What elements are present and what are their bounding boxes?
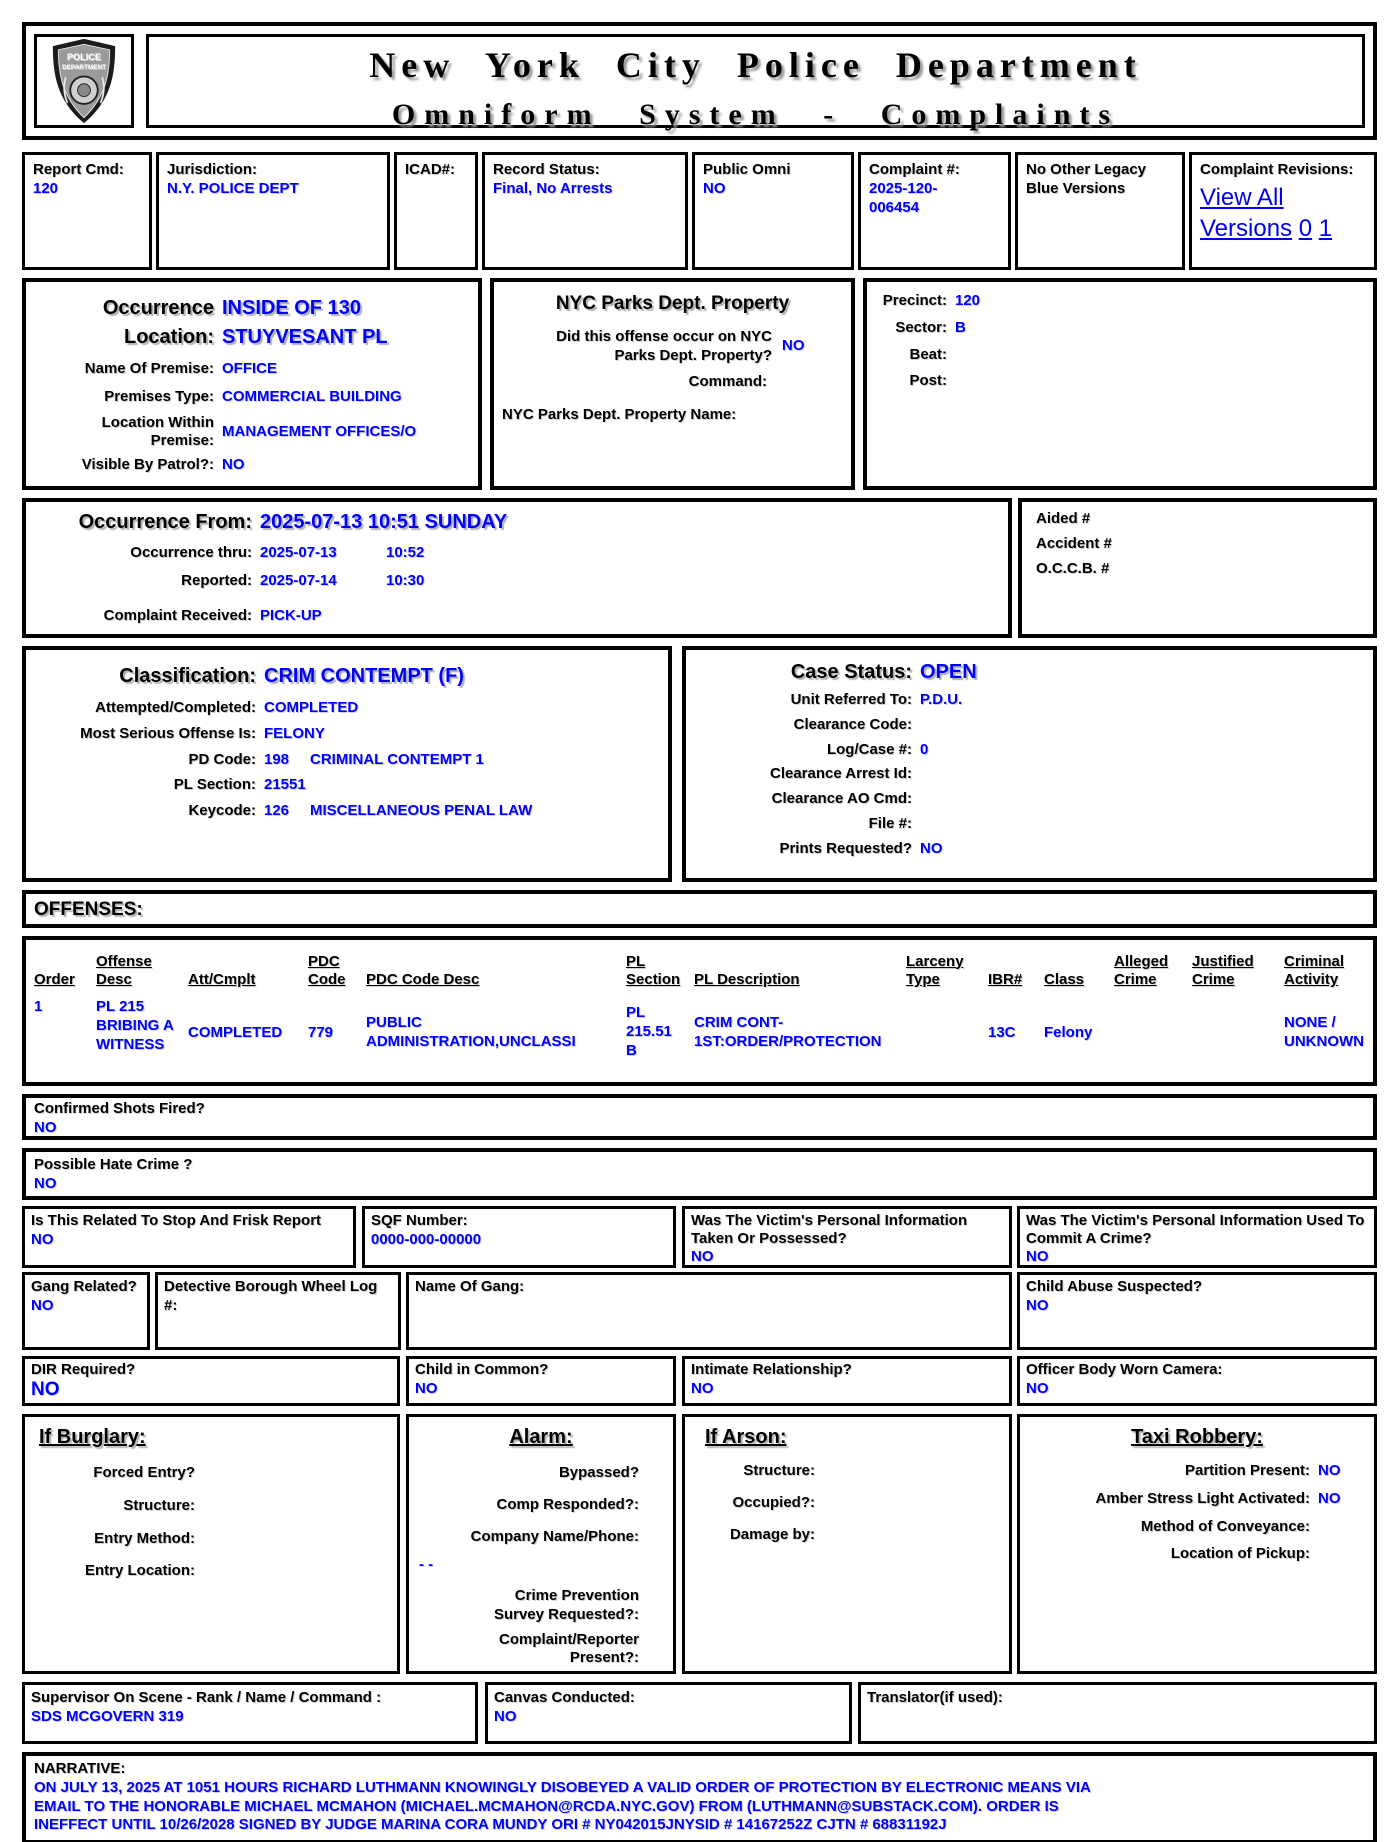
premises-type-label: Premises Type:: [104, 387, 214, 405]
child-abuse-value: NO: [1026, 1296, 1049, 1314]
keycode-desc: MISCELLANEOUS PENAL LAW: [310, 802, 533, 819]
if-burglary-heading: If Burglary:: [39, 1426, 146, 1448]
offenses-table: [22, 936, 1377, 1086]
child-in-common-box: [406, 1356, 676, 1406]
offenses-heading: OFFENSES:: [34, 899, 143, 920]
case-status-box: [682, 646, 1377, 882]
crime-prevention-label: Crime Prevention Survey Requested?:: [493, 1587, 639, 1623]
occurrence-thru-date: 2025-07-13: [260, 544, 337, 561]
canvas-conducted-label: Canvas Conducted:: [494, 1689, 635, 1706]
case-status-value: OPEN: [920, 661, 977, 683]
intimate-relationship-label: Intimate Relationship?: [691, 1361, 852, 1378]
parks-question-label: Did this offense occur on NYC Parks Dept. Property?: [556, 327, 772, 364]
complaint-revisions-label: Complaint Revisions:: [1200, 161, 1354, 178]
col-ibr: IBR# 13C: [988, 944, 1032, 1078]
info-used-box: [1017, 1206, 1377, 1268]
hate-crime-label: Possible Hate Crime ?: [34, 1156, 193, 1173]
info-taken-label: Was The Victim's Personal Information Taken Or Possessed?: [691, 1212, 968, 1247]
forced-entry-label: Forced Entry?: [93, 1464, 195, 1481]
icad-label: ICAD#:: [405, 161, 456, 178]
stop-frisk-box: [22, 1206, 356, 1268]
child-abuse-box: [1017, 1272, 1377, 1350]
intimate-relationship-box: [682, 1356, 1012, 1406]
field-record-status: [482, 152, 688, 270]
body-worn-camera-label: Officer Body Worn Camera:: [1026, 1361, 1223, 1378]
narrative-label: NARRATIVE:: [34, 1760, 126, 1777]
occurrence-location-value1: INSIDE OF 130: [222, 297, 361, 319]
sector-label: Sector:: [895, 318, 947, 336]
offense-pl-description: CRIM CONT-1ST:ORDER/PROTECTION: [694, 1014, 882, 1050]
classification-value: CRIM CONTEMPT (F): [264, 665, 464, 687]
company-phone-value: - -: [419, 1556, 434, 1574]
pl-section-label: PL Section:: [173, 776, 256, 794]
report-cmd-label: Report Cmd:: [33, 161, 124, 178]
logo-text-police: POLICE: [66, 51, 102, 62]
amber-light-value: NO: [1318, 1489, 1341, 1507]
post-label: Post:: [909, 372, 947, 390]
jurisdiction-value: N.Y. POLICE DEPT: [167, 179, 299, 197]
taxi-robbery-box: [1017, 1414, 1377, 1674]
prints-requested-value: NO: [920, 839, 943, 857]
occurrence-dates-box: [22, 498, 1012, 638]
parks-property-name-label: NYC Parks Dept. Property Name:: [502, 406, 737, 423]
location-within-premise-value: MANAGEMENT OFFICES/O: [222, 422, 417, 440]
offense-att-cmplt: COMPLETED: [188, 1024, 283, 1041]
clearance-ao-label: Clearance AO Cmd:: [771, 790, 912, 807]
narrative-text: ON JULY 13, 2025 AT 1051 HOURS RICHARD LUTHMANN KNOWINGLY DISOBEYED A VALID ORDER OF PROTECTION BY ELECTRONIC MEANS VIA EMAIL TO THE HONORABLE MICHAEL MCMAHON (MICHAEL.MCMAHON@RCDA.NYC.GOV) FROM (LUTHMANN@SUBSTACK.COM). ORDER IS INEFFECT UNTIL 10/26/2028 SIGNED BY JUDGE MARINA CORA MUNDY ORI # NY042015JNYSID # 14167252Z CJTN # 68831192J: [34, 1778, 1091, 1834]
accident-label: Accident #: [1036, 534, 1112, 552]
offense-ibr: 13C: [988, 1024, 1016, 1041]
logo-text-department: DEPARTMENT: [61, 64, 107, 72]
intimate-relationship-value: NO: [691, 1379, 714, 1397]
occurrence-from-label: Occurrence From:: [78, 511, 252, 533]
if-arson-box: [682, 1414, 1012, 1674]
keycode-label: Keycode:: [188, 802, 256, 819]
info-taken-box: [682, 1206, 1012, 1268]
log-case-value: 0: [920, 740, 929, 758]
complaint-number-value: 2025-120-006454: [869, 179, 938, 216]
dir-required-box: [22, 1356, 400, 1406]
title-box: [146, 34, 1365, 131]
occurrence-label: Occurrence: [102, 297, 214, 319]
public-omni-label: Public Omni: [703, 161, 791, 178]
reported-time: 10:30: [386, 571, 425, 589]
location-label: Location:: [124, 326, 214, 348]
supervisor-box: [22, 1682, 478, 1744]
burglary-structure-label: Structure:: [123, 1496, 195, 1514]
col-justified-crime: Justified Crime: [1192, 952, 1254, 989]
body-worn-camera-value: NO: [1026, 1379, 1049, 1397]
complaint-number-label: Complaint #:: [869, 161, 960, 178]
reported-label: Reported:: [181, 571, 252, 589]
prints-requested-label: Prints Requested?: [779, 839, 912, 857]
company-name-phone-label: Company Name/Phone:: [470, 1527, 639, 1545]
visible-by-patrol-label: Visible By Patrol?:: [81, 456, 214, 473]
attempted-completed-value: COMPLETED: [264, 699, 359, 716]
col-alleged-crime: Alleged Crime: [1114, 952, 1169, 989]
occurrence-location-box: [22, 278, 482, 490]
arson-occupied-label: Occupied?:: [732, 1493, 815, 1511]
most-serious-offense-value: FELONY: [264, 724, 325, 742]
offense-criminal-activity: NONE / UNKNOWN: [1284, 1014, 1364, 1050]
field-public-omni: [692, 152, 854, 270]
field-icad: [394, 152, 478, 270]
classification-box: [22, 646, 672, 882]
info-used-label: Was The Victim's Personal Information Used To Commit A Crime?: [1026, 1212, 1365, 1247]
offense-class: Felony: [1044, 1024, 1093, 1041]
info-used-value: NO: [1026, 1248, 1049, 1265]
detective-wheel-log-label: Detective Borough Wheel Log #:: [164, 1278, 378, 1314]
nyc-parks-box: [490, 278, 855, 490]
alarm-bypassed-label: Bypassed?: [558, 1464, 639, 1481]
attempted-completed-label: Attempted/Completed:: [95, 699, 256, 716]
arson-structure-label: Structure:: [743, 1462, 815, 1479]
gang-related-value: NO: [31, 1296, 54, 1314]
detective-wheel-log-box: [155, 1272, 401, 1350]
complaint-reporter-present-label: Complaint/Reporter Present?:: [498, 1630, 639, 1667]
premises-type-value: COMMERCIAL BUILDING: [222, 387, 402, 405]
field-legacy-versions: [1015, 152, 1185, 270]
offenses-heading-box: [22, 890, 1377, 928]
stop-frisk-label: Is This Related To Stop And Frisk Report: [31, 1212, 322, 1229]
pd-code-label: PD Code:: [188, 750, 256, 768]
col-order: Order 1: [34, 944, 84, 1078]
field-report-cmd: [22, 152, 152, 270]
col-pl-section: PL Section PL 215.51 B: [626, 952, 681, 1059]
gang-related-label: Gang Related?: [31, 1278, 137, 1295]
reported-date: 2025-07-14: [260, 571, 337, 589]
shots-fired-value: NO: [34, 1118, 57, 1136]
sqf-number-value: 0000-000-00000: [371, 1230, 482, 1248]
precinct-box: [863, 278, 1377, 490]
complaint-received-label: Complaint Received:: [103, 606, 252, 624]
aided-label: Aided #: [1036, 510, 1091, 527]
report-title-line1: New York City Police Department: [369, 45, 1142, 85]
amber-light-label: Amber Stress Light Activated:: [1095, 1489, 1310, 1507]
nyc-parks-heading: NYC Parks Dept. Property: [555, 293, 790, 314]
body-worn-camera-box: [1017, 1356, 1377, 1406]
child-abuse-label: Child Abuse Suspected?: [1026, 1278, 1203, 1295]
file-number-label: File #:: [868, 814, 912, 832]
report-cmd-value: 120: [33, 179, 59, 197]
col-att-cmplt: Att/Cmplt COMPLETED: [188, 944, 296, 1078]
version-1-link[interactable]: 1: [1318, 214, 1333, 242]
sector-value: B: [955, 318, 966, 336]
unit-referred-value: P.D.U.: [920, 691, 963, 708]
canvas-conducted-value: NO: [494, 1707, 517, 1725]
partition-present-value: NO: [1318, 1462, 1341, 1479]
col-pl-description: PL Description CRIM CONT-1ST:ORDER/PROTECTION: [694, 944, 894, 1078]
occurrence-thru-label: Occurrence thru:: [130, 544, 252, 561]
dir-required-label: DIR Required?: [31, 1361, 136, 1378]
supervisor-label: Supervisor On Scene - Rank / Name / Command :: [31, 1689, 382, 1706]
hate-crime-box: [22, 1148, 1377, 1200]
logo-box: [34, 34, 134, 128]
if-burglary-box: [22, 1414, 400, 1674]
parks-command-label: Command:: [688, 373, 767, 391]
sqf-number-box: [362, 1206, 676, 1268]
col-offense-desc: Offense Desc PL 215 BRIBING A WITNESS: [96, 944, 176, 1078]
field-complaint-revisions: [1189, 152, 1377, 270]
name-of-premise-value: OFFICE: [222, 360, 277, 377]
report-header: [22, 22, 1377, 140]
report-title-line2: Omniform System - Complaints: [391, 98, 1120, 131]
pd-code-value: 198: [264, 750, 290, 768]
keycode-value: 126: [264, 802, 290, 819]
child-in-common-label: Child in Common?: [415, 1361, 549, 1378]
record-status-label: Record Status:: [493, 161, 600, 178]
name-of-premise-label: Name Of Premise:: [84, 360, 214, 377]
gang-related-box: [22, 1272, 150, 1350]
occurrence-location-value2: STUYVESANT PL: [222, 326, 388, 348]
dir-required-value: NO: [31, 1378, 60, 1400]
occurrence-from-value: 2025-07-13 10:51 SUNDAY: [260, 511, 508, 533]
alarm-box: [406, 1414, 676, 1674]
shots-fired-box: [22, 1094, 1377, 1140]
occurrence-thru-time: 10:52: [386, 544, 425, 561]
record-status-value: Final, No Arrests: [493, 179, 613, 197]
public-omni-value: NO: [703, 179, 726, 197]
translator-box: [858, 1682, 1377, 1744]
precinct-label: Precinct:: [882, 292, 947, 309]
parks-question-value: NO: [782, 337, 805, 355]
col-class: Class Felony: [1044, 944, 1102, 1078]
location-pickup-label: Location of Pickup:: [1170, 1545, 1310, 1563]
aided-accident-box: [1018, 498, 1377, 638]
translator-label: Translator(if used):: [867, 1689, 1003, 1706]
log-case-label: Log/Case #:: [826, 740, 912, 758]
supervisor-value: SDS MCGOVERN 319: [31, 1707, 184, 1725]
unit-referred-label: Unit Referred To:: [790, 691, 912, 708]
shots-fired-label: Confirmed Shots Fired?: [34, 1100, 205, 1117]
case-status-label: Case Status:: [790, 661, 912, 683]
offense-pl-section: PL 215.51 B: [626, 1004, 672, 1059]
hate-crime-value: NO: [34, 1174, 57, 1192]
classification-label: Classification:: [119, 665, 256, 687]
complaint-received-value: PICK-UP: [260, 606, 322, 624]
location-within-premise-label: Location Within Premise:: [101, 413, 214, 450]
nypd-shield-logo: [37, 37, 131, 125]
comp-responded-label: Comp Responded?:: [496, 1495, 639, 1513]
col-pdc-code: PDC Code 779: [308, 944, 354, 1078]
version-0-link[interactable]: 0: [1298, 214, 1313, 242]
legacy-versions-label: No Other Legacy Blue Versions: [1026, 161, 1147, 197]
name-of-gang-box: [406, 1272, 1012, 1350]
col-criminal-activity: Criminal Activity NONE / UNKNOWN: [1284, 944, 1380, 1078]
entry-location-label: Entry Location:: [84, 1562, 195, 1580]
info-taken-value: NO: [691, 1248, 714, 1265]
partition-present-label: Partition Present:: [1184, 1462, 1310, 1479]
offense-pdc-code: 779: [308, 1024, 334, 1041]
if-arson-heading: If Arson:: [705, 1426, 787, 1448]
taxi-robbery-heading: Taxi Robbery:: [1131, 1426, 1263, 1448]
field-complaint-number: [858, 152, 1011, 270]
entry-method-label: Entry Method:: [94, 1529, 195, 1547]
view-all-versions-link[interactable]: View All Versions: [1200, 183, 1293, 242]
most-serious-offense-label: Most Serious Offense Is:: [80, 724, 256, 742]
precinct-value: 120: [955, 292, 981, 309]
offense-desc: PL 215 BRIBING A WITNESS: [96, 998, 174, 1053]
occb-label: O.C.C.B. #: [1036, 559, 1110, 577]
pl-section-value: 21551: [264, 776, 306, 794]
jurisdiction-label: Jurisdiction:: [167, 161, 258, 178]
arson-damage-label: Damage by:: [729, 1525, 815, 1543]
alarm-heading: Alarm:: [509, 1426, 573, 1448]
method-conveyance-label: Method of Conveyance:: [1140, 1517, 1310, 1535]
narrative-box: [22, 1752, 1377, 1842]
field-jurisdiction: [156, 152, 390, 270]
sqf-number-label: SQF Number:: [371, 1212, 468, 1229]
col-larceny-type: Larceny Type: [906, 952, 964, 989]
beat-label: Beat:: [909, 345, 947, 363]
clearance-arrest-label: Clearance Arrest Id:: [769, 765, 912, 783]
clearance-code-label: Clearance Code:: [793, 715, 912, 733]
canvas-conducted-box: [485, 1682, 852, 1744]
offense-pdc-code-desc: PUBLIC ADMINISTRATION,UNCLASSI: [366, 1014, 576, 1050]
name-of-gang-label: Name Of Gang:: [415, 1278, 525, 1295]
col-pdc-code-desc: PDC Code Desc PUBLIC ADMINISTRATION,UNCLASSI: [366, 944, 614, 1078]
visible-by-patrol-value: NO: [222, 456, 245, 473]
stop-frisk-value: NO: [31, 1230, 54, 1248]
offense-order: 1: [34, 998, 43, 1015]
child-in-common-value: NO: [415, 1379, 438, 1397]
pd-code-desc: CRIMINAL CONTEMPT 1: [310, 750, 484, 768]
